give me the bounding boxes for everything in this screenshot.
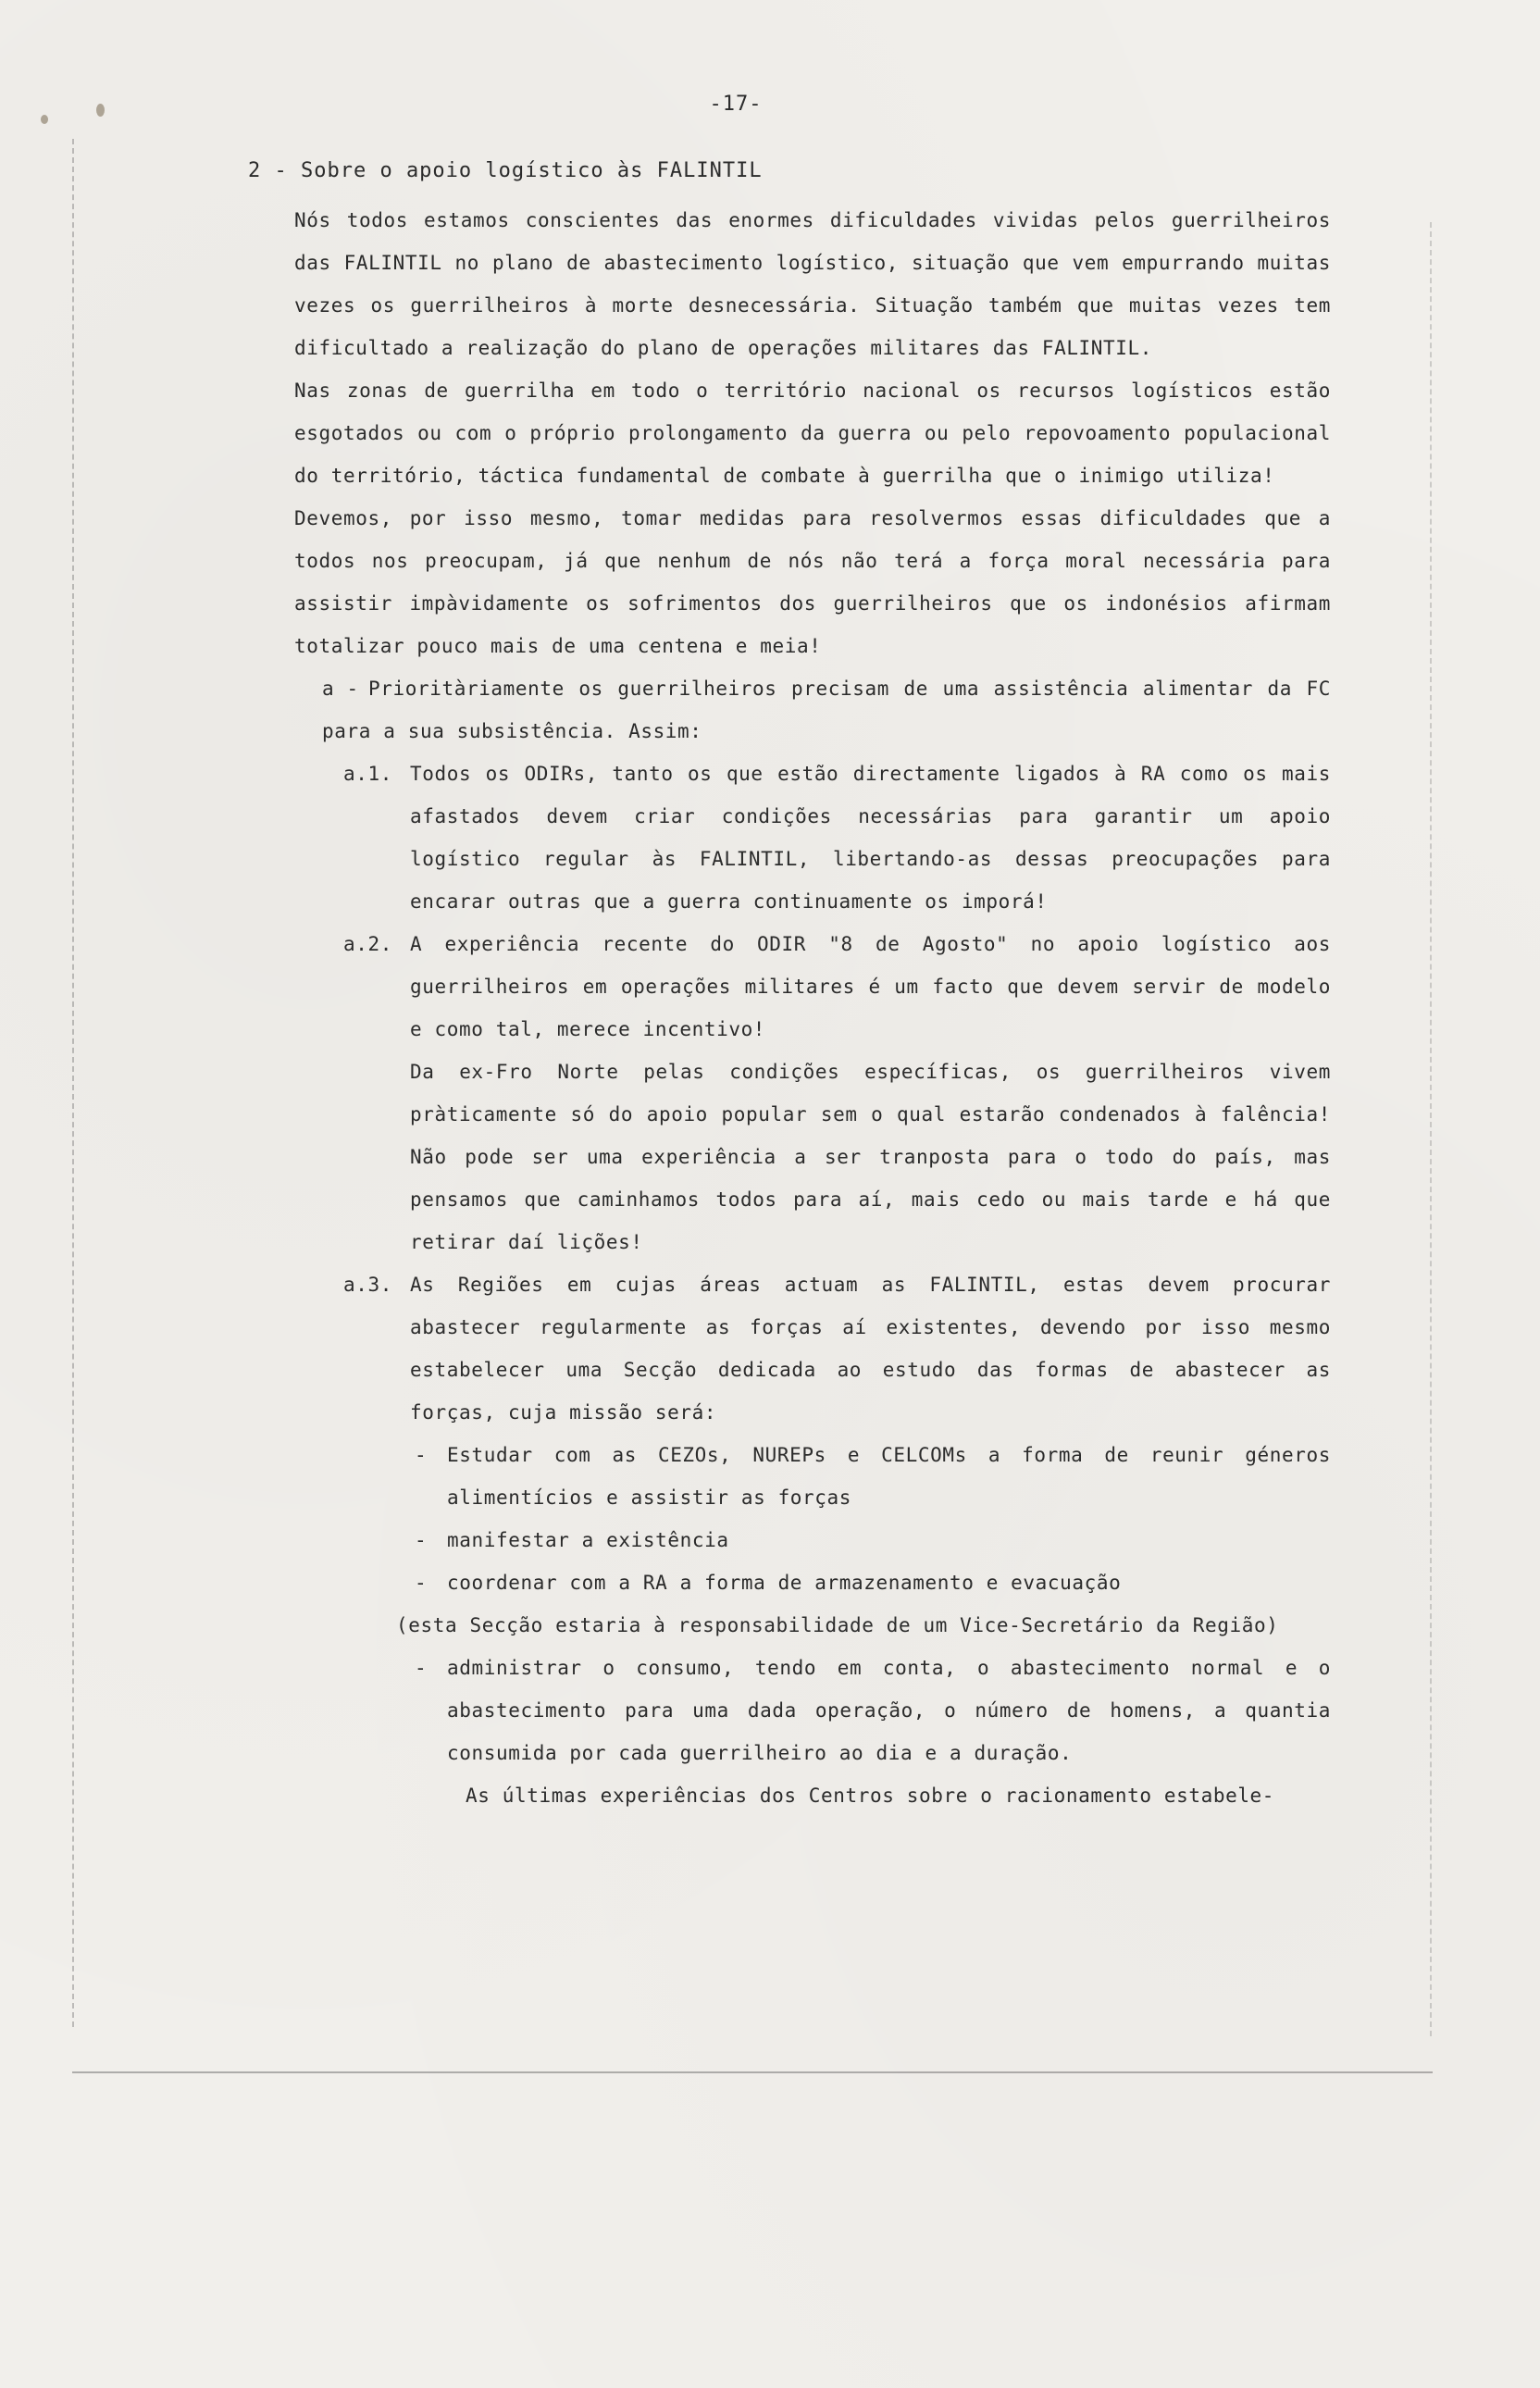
task-2 — [415, 1519, 1331, 1561]
task-3-text: coordenar com a RA a forma de armazenamento e evacuação — [447, 1572, 1122, 1594]
section-heading: 2 - Sobre o apoio logístico às FALINTIL — [248, 159, 763, 182]
paragraph-1: Nós todos estamos conscientes das enormes dificuldades vividas pelos guerrilheiros das FALINTIL no plano de abastecimento logístico, situação que vem empurrando muitas vezes os guerrilheiros à morte desnecessária. Situação também que muitas vezes tem dificultado a realização do plano de operações militares das FALINTIL. — [294, 209, 1331, 359]
task-4-text: administrar o consumo, tendo em conta, o abastecimento normal e o abastecimento para uma dada operação, o número de homens, a quantia consumida por cada guerrilheiro ao dia e a duração. — [447, 1657, 1331, 1764]
item-a2-text: A experiência recente do ODIR "8 de Agosto" no apoio logístico aos guerrilheiros em operações militares é um facto que devem servir de modelo e como tal, merece incentivo! — [410, 933, 1331, 1040]
task-dash: - — [415, 1657, 428, 1679]
task-1-text: Estudar com as CEZOs, NUREPs e CELCOMs a forma de reunir géneros alimentícios e assistir as forças — [447, 1444, 1331, 1509]
item-a2-label: a.2. — [343, 933, 392, 955]
item-a1-label: a.1. — [343, 763, 392, 785]
task-2-text: manifestar a existência — [447, 1529, 729, 1551]
paragraph-2: Nas zonas de guerrilha em todo o território nacional os recursos logísticos estão esgotados ou com o próprio prolongamento da guerra ou pelo repovoamento populacional do território, táctica fundamental de combate à guerrilha que o inimigo utiliza! — [294, 379, 1331, 487]
section-note: (esta Secção estaria à responsabilidade de um Vice-Secretário da Região) — [396, 1614, 1279, 1636]
item-a3-label: a.3. — [343, 1274, 392, 1296]
item-a1-text: Todos os ODIRs, tanto os que estão directamente ligados à RA como os mais afastados devem criar condições necessárias para garantir um apoio logístico regular às FALINTIL, libertando-as dessas preocupações para encarar outras que a guerra continuamente os imporá! — [410, 763, 1331, 913]
item-a3 — [343, 1263, 1331, 1434]
right-margin-line — [1430, 222, 1432, 2036]
left-margin-line — [72, 139, 74, 2027]
bottom-margin-line — [72, 2071, 1433, 2073]
paragraph-3: Devemos, por isso mesmo, tomar medidas para resolvermos essas dificuldades que a todos nos preocupam, já que nenhum de nós não terá a força moral necessária para assistir impàvidamente os sofrimentos dos guerrilheiros que os indonésios afirmam totalizar pouco mais de uma centena e meia! — [294, 507, 1331, 657]
item-a2 — [343, 923, 1331, 1051]
item-a2-continuation: Da ex-Fro Norte pelas condições específicas, os guerrilheiros vivem pràticamente só do apoio popular sem o qual estarão condenados à falência! Não pode ser uma experiência a ser tranposta para o todo do país, mas pensamos que caminhamos todos para aí, mais cedo ou mais tarde e há que retirar daí lições! — [410, 1061, 1331, 1253]
task-dash: - — [415, 1572, 428, 1594]
point-a-text: Prioritàriamente os guerrilheiros precisam de uma assistência alimentar da FC para a sua subsistência. Assim: — [322, 678, 1331, 742]
item-a1 — [343, 752, 1331, 923]
closing-line: As últimas experiências dos Centros sobre o racionamento estabele- — [466, 1785, 1275, 1807]
task-dash: - — [415, 1529, 428, 1551]
task-1 — [415, 1434, 1331, 1519]
document-body — [294, 199, 1331, 1817]
point-a-label: a - — [322, 678, 359, 700]
page-number: -17- — [709, 93, 763, 116]
task-3 — [415, 1561, 1331, 1604]
task-4 — [415, 1647, 1331, 1774]
ink-spot — [41, 115, 48, 124]
point-a — [322, 667, 1331, 752]
task-dash: - — [415, 1444, 428, 1466]
item-a3-text: As Regiões em cujas áreas actuam as FALINTIL, estas devem procurar abastecer regularmente as forças aí existentes, devendo por isso mesmo estabelecer uma Secção dedicada ao estudo das formas de abastecer as forças, cuja missão será: — [410, 1274, 1331, 1424]
